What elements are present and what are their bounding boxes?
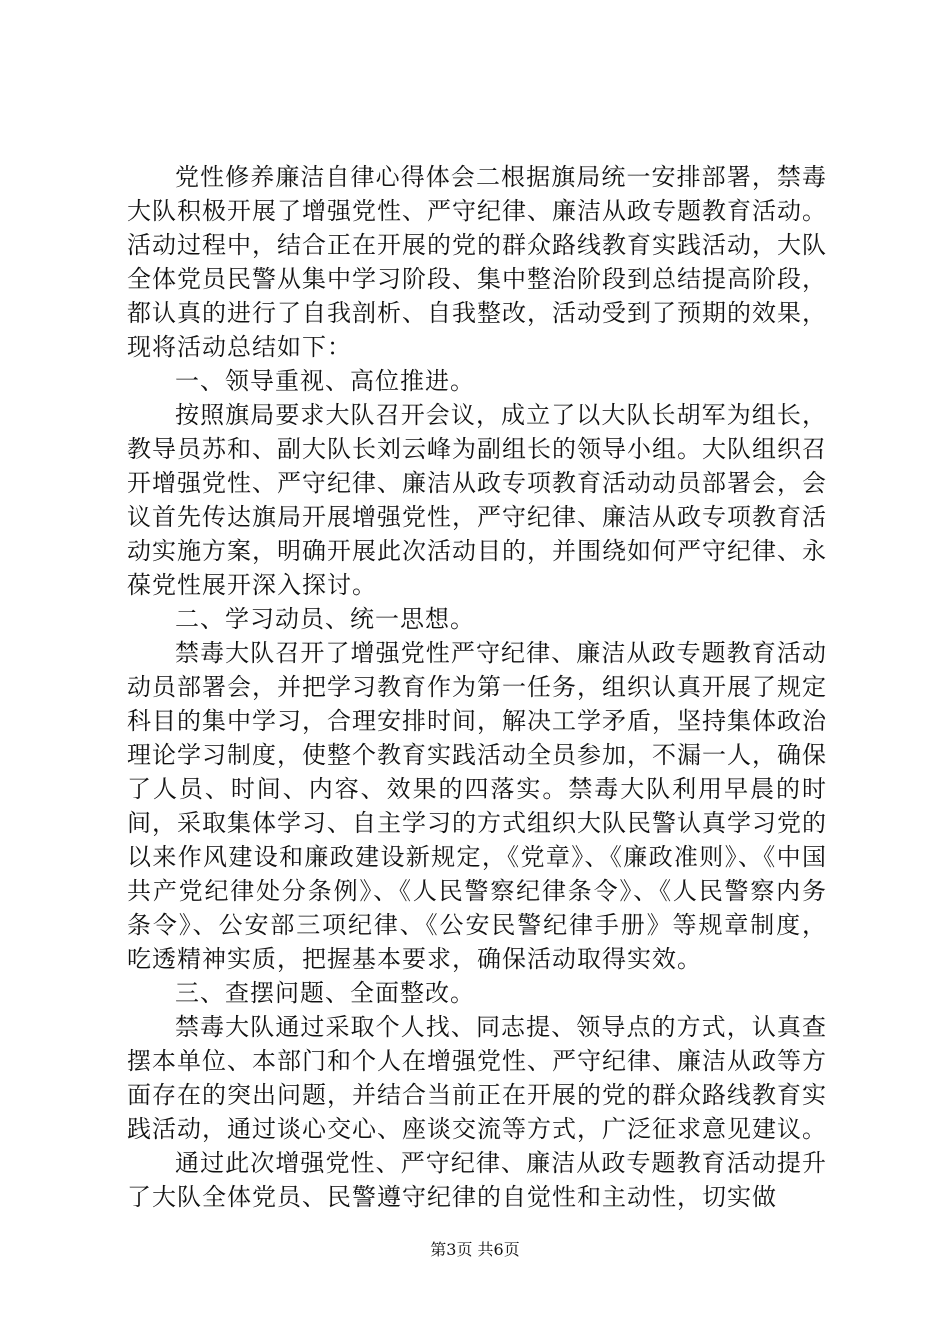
paragraph-section-3: 禁毒大队通过采取个人找、同志提、领导点的方式，认真查摆本单位、本部门和个人在增强党性、严守纪律、廉洁从政等方面存在的突出问题，并结合当前正在开展的党的群众路线教育实践活动，通过谈心交心、座谈交流等方式，广泛征求意见建议。: [127, 1013, 827, 1143]
paragraph-intro: 党性修养廉洁自律心得体会二根据旗局统一安排部署，禁毒大队积极开展了增强党性、严守纪律、廉洁从政专题教育活动。活动过程中，结合正在开展的党的群众路线教育实践活动，大队全体党员民警从集中学习阶段、集中整治阶段到总结提高阶段，都认真的进行了自我剖析、自我整改，活动受到了预期的效果，现将活动总结如下：: [127, 163, 827, 361]
paragraph-section-2: 禁毒大队召开了增强党性严守纪律、廉洁从政专题教育活动动员部署会，并把学习教育作为第一任务，组织认真开展了规定科目的集中学习，合理安排时间，解决工学矛盾，坚持集体政治理论学习制度，使整个教育实践活动全员参加，不漏一人，确保了人员、时间、内容、效果的四落实。禁毒大队利用早晨的时间，采取集体学习、自主学习的方式组织大队民警认真学习党的以来作风建设和廉政建设新规定，《党章》、《廉政准则》、《中国共产党纪律处分条例》、《人民警察纪律条令》、《人民警察内务条令》、公安部三项纪律、《公安民警纪律手册》等规章制度，吃透精神实质，把握基本要求，确保活动取得实效。: [127, 639, 827, 973]
section-heading-1: 一、领导重视、高位推进。: [175, 367, 475, 395]
page-footer: 第3页 共6页: [430, 1240, 520, 1259]
section-heading-3: 三、查摆问题、全面整改。: [175, 979, 475, 1007]
section-heading-2: 二、学习动员、统一思想。: [175, 605, 475, 633]
paragraph-section-1: 按照旗局要求大队召开会议，成立了以大队长胡军为组长，教导员苏和、副大队长刘云峰为副组长的领导小组。大队组织召开增强党性、严守纪律、廉洁从政专项教育活动动员部署会，会议首先传达旗局开展增强党性，严守纪律、廉洁从政专项教育活动实施方案，明确开展此次活动目的，并围绕如何严守纪律、永葆党性展开深入探讨。: [127, 401, 827, 599]
document-body: [127, 160, 827, 1214]
paragraph-summary: 通过此次增强党性、严守纪律、廉洁从政专题教育活动提升了大队全体党员、民警遵守纪律的自觉性和主动性，切实做: [127, 1149, 827, 1211]
